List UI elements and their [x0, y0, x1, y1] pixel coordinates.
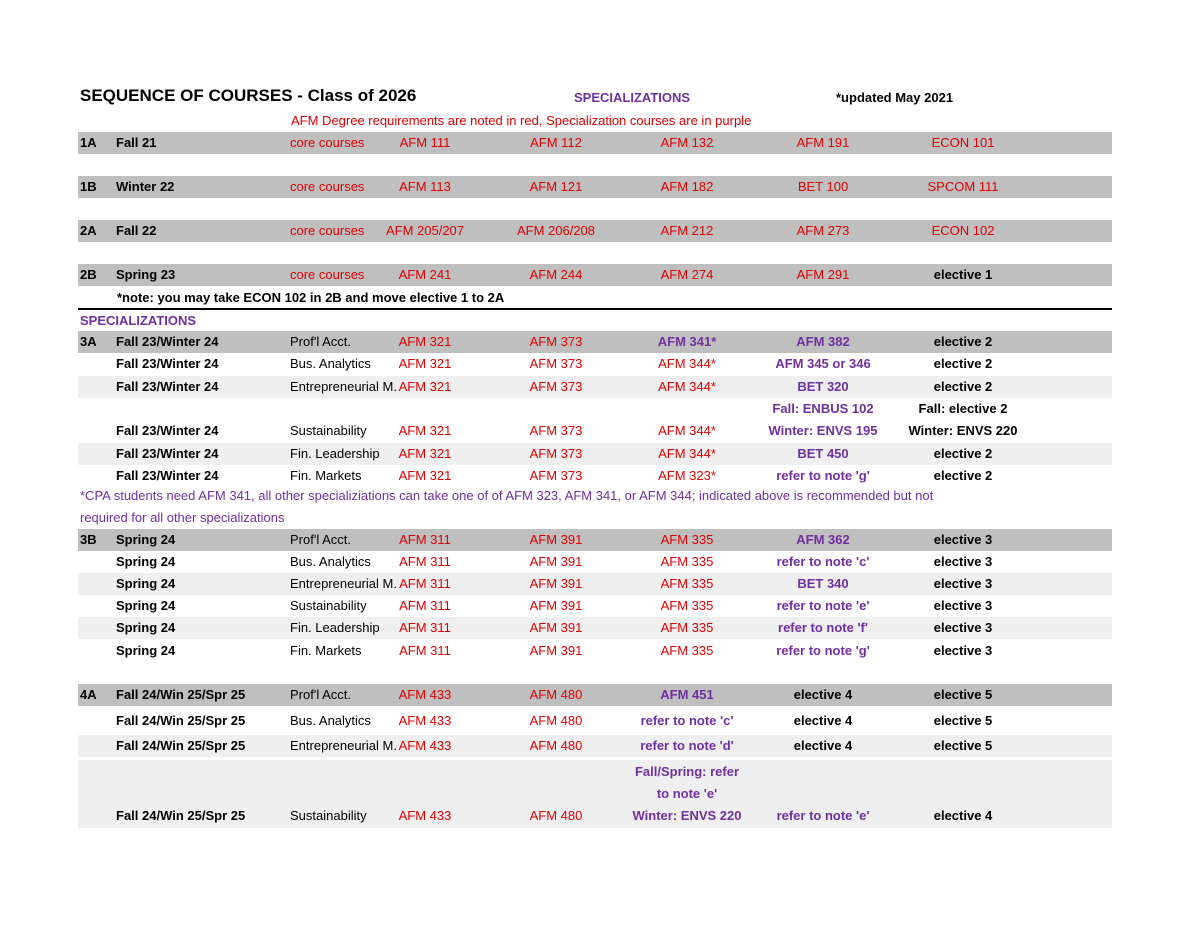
term-label: Spring 24: [116, 598, 176, 613]
term-code: 1B: [80, 179, 97, 194]
course: BET 320: [797, 379, 849, 394]
course: AFM 311: [399, 620, 451, 635]
spec-row: [78, 353, 1112, 375]
course: AFM 373: [529, 356, 583, 371]
course: ECON 101: [931, 135, 995, 150]
course: SPCOM 111: [927, 179, 999, 194]
term-label: Fall 23/Winter 24: [116, 423, 219, 438]
course: AFM 321: [398, 356, 452, 371]
term-label: Spring 24: [116, 532, 176, 547]
course: AFM 205/207: [385, 223, 465, 238]
course: AFM 362: [796, 532, 850, 547]
course: elective 2: [933, 379, 993, 394]
specializations-label: SPECIALIZATIONS: [80, 313, 197, 328]
course: AFM 480: [529, 687, 583, 702]
course: AFM 451: [660, 687, 714, 702]
course: AFM 273: [796, 223, 850, 238]
course: AFM 335: [660, 598, 714, 613]
course: elective 4: [793, 738, 853, 753]
course: AFM 391: [529, 620, 583, 635]
course: refer to note 'g': [776, 643, 870, 658]
course-desc: core courses: [290, 223, 365, 238]
term-label: Fall 21: [116, 135, 157, 150]
course: AFM 321: [398, 446, 452, 461]
course: ECON 102: [931, 223, 995, 238]
spec-row: [78, 710, 1112, 732]
course: AFM 311: [399, 598, 451, 613]
specialization: Entrepreneurial M.: [290, 738, 397, 753]
divider: [78, 308, 1112, 310]
course: AFM 391: [529, 643, 583, 658]
term-label: Fall 23/Winter 24: [116, 356, 219, 371]
course: AFM 433: [398, 738, 452, 753]
course: AFM 373: [529, 468, 583, 483]
course: AFM 480: [529, 738, 583, 753]
course: AFM 274: [660, 267, 714, 282]
term-code: 4A: [80, 687, 97, 702]
course: elective 3: [933, 620, 993, 635]
term-label: Fall 23/Winter 24: [116, 379, 219, 394]
specialization: Prof'l Acct.: [290, 687, 352, 702]
course: AFM 373: [529, 334, 583, 349]
course: AFM 341*: [657, 334, 717, 349]
course: elective 2: [933, 334, 993, 349]
course: Fall: ENBUS 102: [772, 401, 874, 416]
course: AFM 212: [660, 223, 714, 238]
term-code: 2B: [80, 267, 97, 282]
course: elective 3: [933, 532, 993, 547]
spec-row-4a: [78, 684, 1112, 706]
course: AFM 433: [398, 713, 452, 728]
course: AFM 182: [660, 179, 714, 194]
course: elective 4: [793, 713, 853, 728]
term-label: Spring 24: [116, 643, 176, 658]
course: AFM 132: [660, 135, 714, 150]
spec-row: [78, 465, 1112, 487]
course: elective 2: [933, 356, 993, 371]
course: AFM 321: [398, 379, 452, 394]
course: elective 1: [933, 267, 993, 282]
course: AFM 344*: [658, 356, 716, 371]
spec-row-3a: [78, 331, 1112, 353]
course: AFM 321: [398, 334, 452, 349]
term-row-1b: [78, 176, 1112, 198]
course: AFM 335: [660, 576, 714, 591]
course: refer to note 'd': [640, 738, 734, 753]
course: to note 'e': [656, 786, 718, 801]
spec-row: [78, 617, 1112, 639]
legend-note: AFM Degree requirements are noted in red, Specialization courses are in purple: [291, 113, 752, 128]
course: AFM 344*: [658, 379, 716, 394]
specialization: Bus. Analytics: [290, 713, 371, 728]
course: AFM 291: [796, 267, 850, 282]
term-label: Fall 24/Win 25/Spr 25: [116, 713, 246, 728]
course: elective 3: [933, 576, 993, 591]
term-label: Fall 24/Win 25/Spr 25: [116, 687, 246, 702]
course: AFM 373: [529, 379, 583, 394]
course: AFM 335: [660, 532, 714, 547]
course: AFM 373: [529, 446, 583, 461]
course-desc: core courses: [290, 267, 365, 282]
course: elective 5: [933, 713, 993, 728]
term-label: Spring 24: [116, 620, 176, 635]
term-row-1a: [78, 132, 1112, 154]
course: elective 2: [933, 468, 993, 483]
cpa-note-line-2: required for all other specializations: [80, 510, 285, 525]
course: BET 450: [797, 446, 849, 461]
note-2b: *note: you may take ECON 102 in 2B and move elective 1 to 2A: [117, 290, 505, 305]
course: elective 4: [793, 687, 853, 702]
term-label: Fall 23/Winter 24: [116, 468, 219, 483]
page-title: SEQUENCE OF COURSES - Class of 2026: [80, 86, 417, 105]
course: refer to note 'e': [776, 598, 870, 613]
spec-row: [78, 443, 1112, 465]
course: elective 3: [933, 554, 993, 569]
course: AFM 382: [796, 334, 850, 349]
term-label: Winter 22: [116, 179, 175, 194]
course: Winter: ENVS 220: [908, 423, 1018, 438]
course: elective 5: [933, 687, 993, 702]
spec-row: [78, 640, 1112, 662]
term-label: Fall 24/Win 25/Spr 25: [116, 808, 246, 823]
term-label: Spring 24: [116, 576, 176, 591]
updated-note: *updated May 2021: [836, 90, 954, 105]
cpa-note-line-1: *CPA students need AFM 341, all other specializiations can take one of of AFM 323, AFM 341, or AFM 344; indicated above is recommended but not: [80, 488, 934, 503]
course: elective 4: [933, 808, 993, 823]
spec-row: [78, 573, 1112, 595]
course: refer to note 'e': [776, 808, 870, 823]
course: AFM 480: [529, 713, 583, 728]
course: AFM 244: [529, 267, 583, 282]
course-desc: core courses: [290, 135, 365, 150]
course: BET 340: [797, 576, 849, 591]
course: AFM 311: [399, 643, 451, 658]
course: AFM 345 or 346: [775, 356, 871, 371]
course: AFM 111: [399, 135, 451, 150]
course: AFM 391: [529, 598, 583, 613]
course: elective 3: [933, 643, 993, 658]
spec-row-sustainability: [78, 398, 1112, 442]
course: AFM 321: [398, 468, 452, 483]
course: AFM 121: [529, 179, 583, 194]
course: AFM 321: [398, 423, 452, 438]
specialization: Sustainability: [290, 808, 367, 823]
spec-row: [78, 376, 1112, 398]
course: refer to note 'f': [778, 620, 868, 635]
course: AFM 191: [796, 135, 850, 150]
term-row-2b: [78, 264, 1112, 286]
specialization: Fin. Leadership: [290, 620, 380, 635]
specialization: Fin. Leadership: [290, 446, 380, 461]
course: Fall: elective 2: [918, 401, 1008, 416]
term-code: 1A: [80, 135, 97, 150]
specialization: Fin. Markets: [290, 643, 362, 658]
spec-row: [78, 595, 1112, 617]
course: refer to note 'c': [776, 554, 870, 569]
specializations-heading: SPECIALIZATIONS: [574, 90, 691, 105]
course: Winter: ENVS 220: [632, 808, 742, 823]
term-code: 2A: [80, 223, 97, 238]
course: AFM 113: [399, 179, 451, 194]
course: elective 5: [933, 738, 993, 753]
course: AFM 433: [398, 808, 452, 823]
specialization: Sustainability: [290, 423, 367, 438]
term-label: Fall 22: [116, 223, 157, 238]
course: AFM 391: [529, 576, 583, 591]
specialization: Prof'l Acct.: [290, 532, 352, 547]
specialization: Fin. Markets: [290, 468, 362, 483]
course: AFM 311: [399, 554, 451, 569]
course: AFM 206/208: [516, 223, 596, 238]
spec-row: [78, 551, 1112, 573]
term-code: 3B: [80, 532, 97, 547]
specialization: Prof'l Acct.: [290, 334, 352, 349]
course: AFM 433: [398, 687, 452, 702]
course: refer to note 'c': [640, 713, 734, 728]
course: AFM 480: [529, 808, 583, 823]
term-label: Fall 23/Winter 24: [116, 446, 219, 461]
course: Winter: ENVS 195: [768, 423, 878, 438]
term-label: Spring 24: [116, 554, 176, 569]
course: AFM 335: [660, 643, 714, 658]
course: AFM 323*: [658, 468, 716, 483]
course: elective 3: [933, 598, 993, 613]
spec-row-3b: [78, 529, 1112, 551]
course: AFM 241: [398, 267, 452, 282]
spec-row: [78, 735, 1112, 757]
specialization: Bus. Analytics: [290, 554, 371, 569]
course: AFM 391: [529, 554, 583, 569]
course: AFM 344*: [658, 446, 716, 461]
course: AFM 335: [660, 620, 714, 635]
term-label: Spring 23: [116, 267, 176, 282]
specialization: Bus. Analytics: [290, 356, 371, 371]
spec-row-sustainability: [78, 761, 1112, 827]
course: AFM 391: [529, 532, 583, 547]
course: AFM 335: [660, 554, 714, 569]
term-label: Fall 24/Win 25/Spr 25: [116, 738, 246, 753]
term-label: Fall 23/Winter 24: [116, 334, 219, 349]
term-code: 3A: [80, 334, 97, 349]
course: AFM 373: [529, 423, 583, 438]
term-row-2a: [78, 220, 1112, 242]
course: AFM 344*: [658, 423, 716, 438]
course: refer to note 'g': [776, 468, 870, 483]
specialization: Entrepreneurial M.: [290, 576, 397, 591]
course: AFM 112: [530, 135, 582, 150]
course-desc: core courses: [290, 179, 365, 194]
course: AFM 311: [399, 576, 451, 591]
course: BET 100: [797, 179, 849, 194]
course: AFM 311: [399, 532, 451, 547]
course: Fall/Spring: refer: [634, 764, 740, 779]
specialization: Sustainability: [290, 598, 367, 613]
course: elective 2: [933, 446, 993, 461]
specialization: Entrepreneurial M.: [290, 379, 397, 394]
